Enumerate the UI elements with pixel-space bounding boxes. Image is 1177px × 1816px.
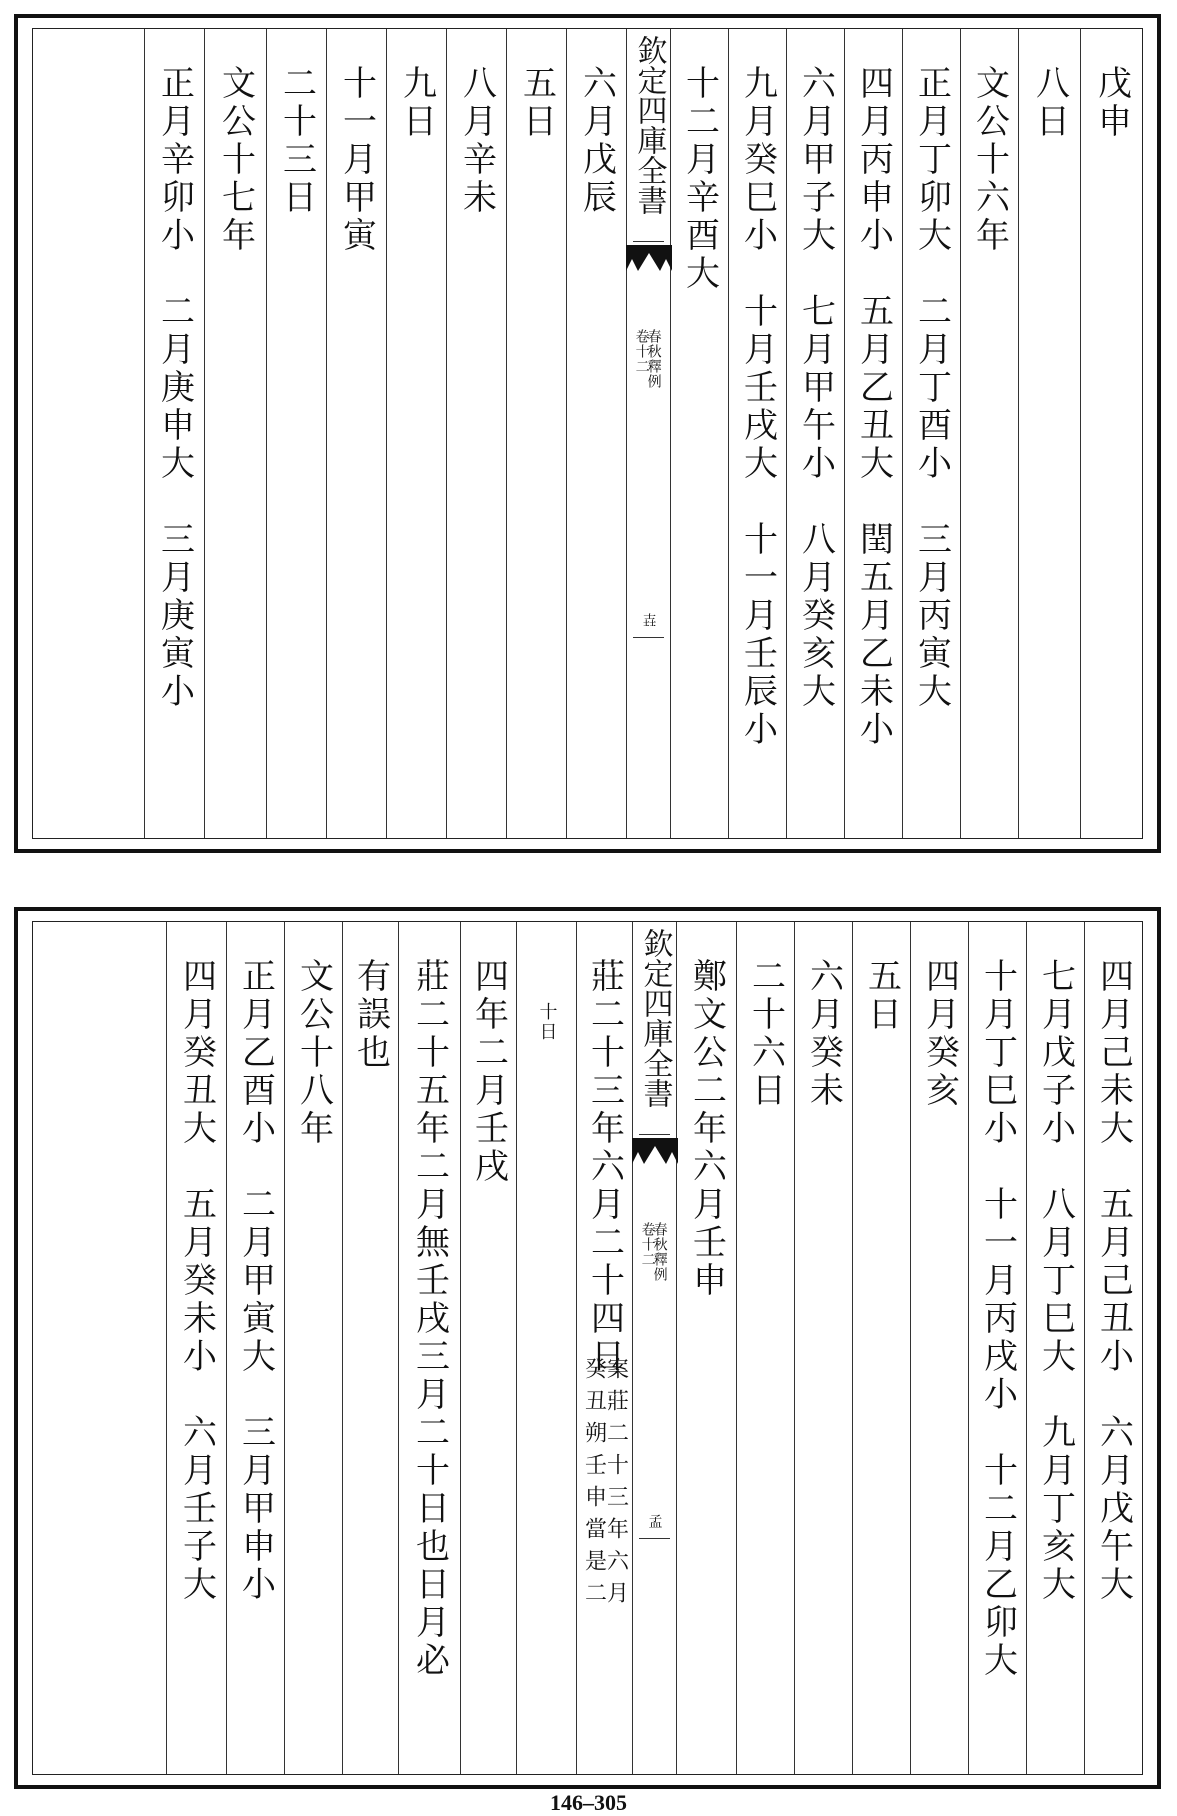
text-column	[794, 922, 852, 1774]
text-column	[844, 29, 902, 838]
text-column	[786, 29, 844, 838]
page-number: 146–305	[550, 1790, 627, 1815]
text-column	[144, 29, 204, 838]
text-column	[1080, 29, 1142, 838]
column-text: 文公十七年	[215, 65, 256, 255]
column-text: 十月丁巳小 十一月丙戌小 十二月乙卯大	[977, 958, 1018, 1680]
column-text: 八月辛未	[456, 65, 497, 217]
column-text: 莊二十五年二月無壬戌三月二十日也日月必	[409, 958, 450, 1680]
text-column	[446, 29, 506, 838]
center-margin-column	[632, 922, 676, 1774]
commentary-note: 癸丑朔壬申當是二	[581, 1357, 607, 1613]
volume-number: 卷十二	[639, 1222, 656, 1267]
top-page	[14, 14, 1161, 853]
column-text: 十二月辛酉大	[679, 65, 720, 293]
text-column	[1084, 922, 1142, 1774]
column-text: 十日	[536, 1002, 558, 1042]
text-column	[902, 29, 960, 838]
column-text: 四月癸丑大 五月癸未小 六月壬子大	[176, 958, 217, 1604]
folio-number: 壵	[640, 613, 657, 628]
text-column	[166, 922, 226, 1774]
folio-number: 孟	[646, 1514, 663, 1529]
fold-line	[639, 1538, 670, 1539]
fold-line	[633, 637, 664, 638]
column-text: 二十六日	[745, 958, 786, 1110]
text-column	[516, 922, 576, 1774]
column-text: 鄭文公二年六月壬申	[686, 958, 727, 1300]
column-text: 五日	[861, 958, 902, 1034]
text-column	[460, 922, 516, 1774]
column-text: 七月戊子小 八月丁巳大 九月丁亥大	[1035, 958, 1076, 1604]
fold-line	[639, 1134, 670, 1135]
column-text: 戊申	[1091, 65, 1132, 141]
text-column	[1026, 922, 1084, 1774]
column-text: 四年二月壬戌	[468, 958, 509, 1186]
column-text: 二十三日	[276, 65, 317, 217]
column-text: 八日	[1029, 65, 1070, 141]
text-column	[566, 29, 626, 838]
fold-line	[633, 241, 664, 242]
bottom-page-frame	[32, 921, 1143, 1775]
column-text: 十一月甲寅	[336, 65, 377, 255]
bottom-page	[14, 907, 1161, 1789]
text-column	[576, 922, 632, 1774]
text-column	[910, 922, 968, 1774]
text-column	[728, 29, 786, 838]
text-column	[676, 922, 736, 1774]
column-text: 莊二十三年六月二十四日	[584, 958, 625, 1376]
text-column	[506, 29, 566, 838]
book-series-title: 欽定四庫全書	[631, 35, 667, 215]
column-text: 四月己未大 五月己丑小 六月戊午大	[1093, 958, 1134, 1604]
text-column	[736, 922, 794, 1774]
column-text: 正月丁卯大 二月丁酉小 三月丙寅大	[911, 65, 952, 711]
column-text: 六月癸未	[803, 958, 844, 1110]
book-series-title: 欽定四庫全書	[637, 928, 673, 1108]
text-column	[398, 922, 460, 1774]
text-column	[968, 922, 1026, 1774]
blank-column	[33, 922, 166, 1774]
text-column	[960, 29, 1018, 838]
column-text: 五日	[516, 65, 557, 141]
text-column	[284, 922, 342, 1774]
column-text: 四月癸亥	[919, 958, 960, 1110]
text-column	[326, 29, 386, 838]
book-title: 春秋釋例	[645, 329, 662, 389]
column-text: 正月辛卯小 二月庚申大 三月庚寅小	[154, 65, 195, 711]
text-column	[852, 922, 910, 1774]
column-text: 六月甲子大 七月甲午小 八月癸亥大	[795, 65, 836, 711]
top-page-frame	[32, 28, 1143, 839]
volume-number: 卷十二	[633, 329, 650, 374]
column-text: 九日	[396, 65, 437, 141]
column-text: 有誤也	[350, 958, 391, 1072]
book-title: 春秋釋例	[651, 1222, 668, 1282]
commentary-note: 案莊二十三年六月	[603, 1357, 629, 1613]
fish-tail-mark-icon	[626, 245, 672, 271]
text-column	[204, 29, 266, 838]
text-column	[386, 29, 446, 838]
column-text: 正月乙酉小 二月甲寅大 三月甲申小	[235, 958, 276, 1604]
column-text: 四月丙申小 五月乙丑大 閏五月乙未小	[853, 65, 894, 749]
column-text: 文公十六年	[969, 65, 1010, 255]
blank-column	[33, 29, 144, 838]
center-margin-column	[626, 29, 670, 838]
text-column	[1018, 29, 1080, 838]
text-column	[670, 29, 728, 838]
column-text: 九月癸巳小 十月壬戌大 十一月壬辰小	[737, 65, 778, 749]
text-column	[266, 29, 326, 838]
column-text: 文公十八年	[293, 958, 334, 1148]
text-column	[342, 922, 398, 1774]
fish-tail-mark-icon	[632, 1138, 678, 1164]
column-text: 六月戊辰	[576, 65, 617, 217]
text-column	[226, 922, 284, 1774]
